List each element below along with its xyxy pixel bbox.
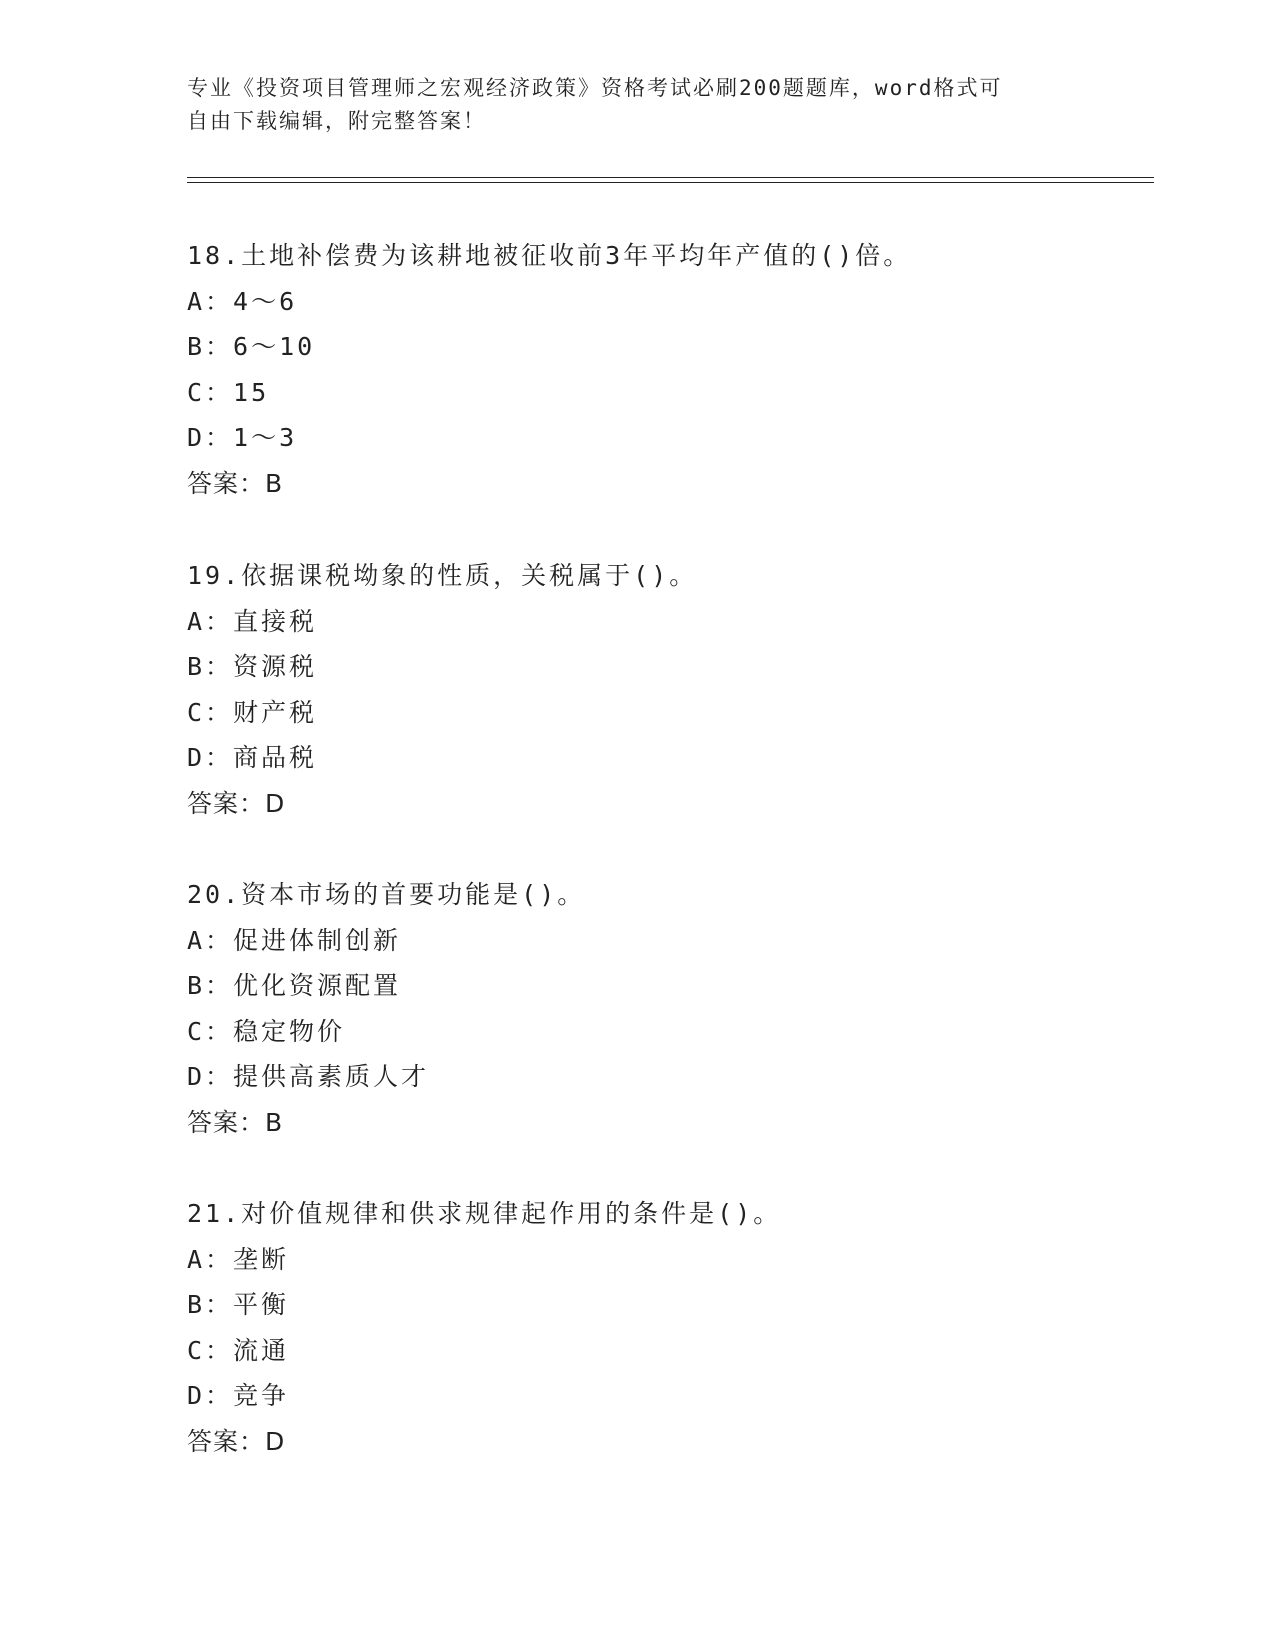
question-stem: 21.对价值规律和供求规律起作用的条件是()。 [187, 1199, 782, 1228]
document-header [187, 72, 1067, 138]
option-d: D：提供高素质人才 [187, 1062, 430, 1091]
option-b: B：平衡 [187, 1290, 290, 1319]
option-d: D：商品税 [187, 743, 318, 772]
option-c: C：流通 [187, 1335, 290, 1365]
question-stem: 20.资本市场的首要功能是()。 [187, 880, 586, 909]
option-a: A：4～6 [187, 286, 298, 316]
question-21 [187, 1191, 1147, 1464]
question-stem: 18.土地补偿费为该耕地被征收前3年平均年产值的()倍。 [187, 241, 912, 270]
header-divider-bottom [187, 182, 1154, 183]
answer: 答案：B [187, 468, 284, 498]
answer: 答案：B [187, 1107, 284, 1137]
question-18 [187, 233, 1147, 506]
option-b: B：6～10 [187, 332, 316, 361]
option-b: B：优化资源配置 [187, 971, 402, 1000]
option-c: C：财产税 [187, 697, 318, 727]
option-c: C：15 [187, 377, 270, 407]
option-a: A：垄断 [187, 1244, 290, 1274]
option-b: B：资源税 [187, 652, 318, 681]
question-stem: 19.依据课税坳象的性质，关税属于()。 [187, 561, 698, 590]
option-d: D：1～3 [187, 423, 298, 452]
option-a: A：促进体制创新 [187, 925, 402, 955]
option-c: C：稳定物价 [187, 1016, 346, 1046]
question-20 [187, 872, 1147, 1145]
header-line-2: 自由下载编辑，附完整答案！ [187, 109, 486, 133]
answer: 答案：D [187, 788, 286, 818]
option-d: D：竞争 [187, 1381, 290, 1410]
header-line-1: 专业《投资项目管理师之宏观经济政策》资格考试必刷200题题库，word格式可 [187, 76, 1003, 100]
option-a: A：直接税 [187, 606, 318, 636]
question-19 [187, 553, 1147, 826]
header-divider-top [187, 177, 1154, 178]
answer: 答案：D [187, 1426, 286, 1456]
